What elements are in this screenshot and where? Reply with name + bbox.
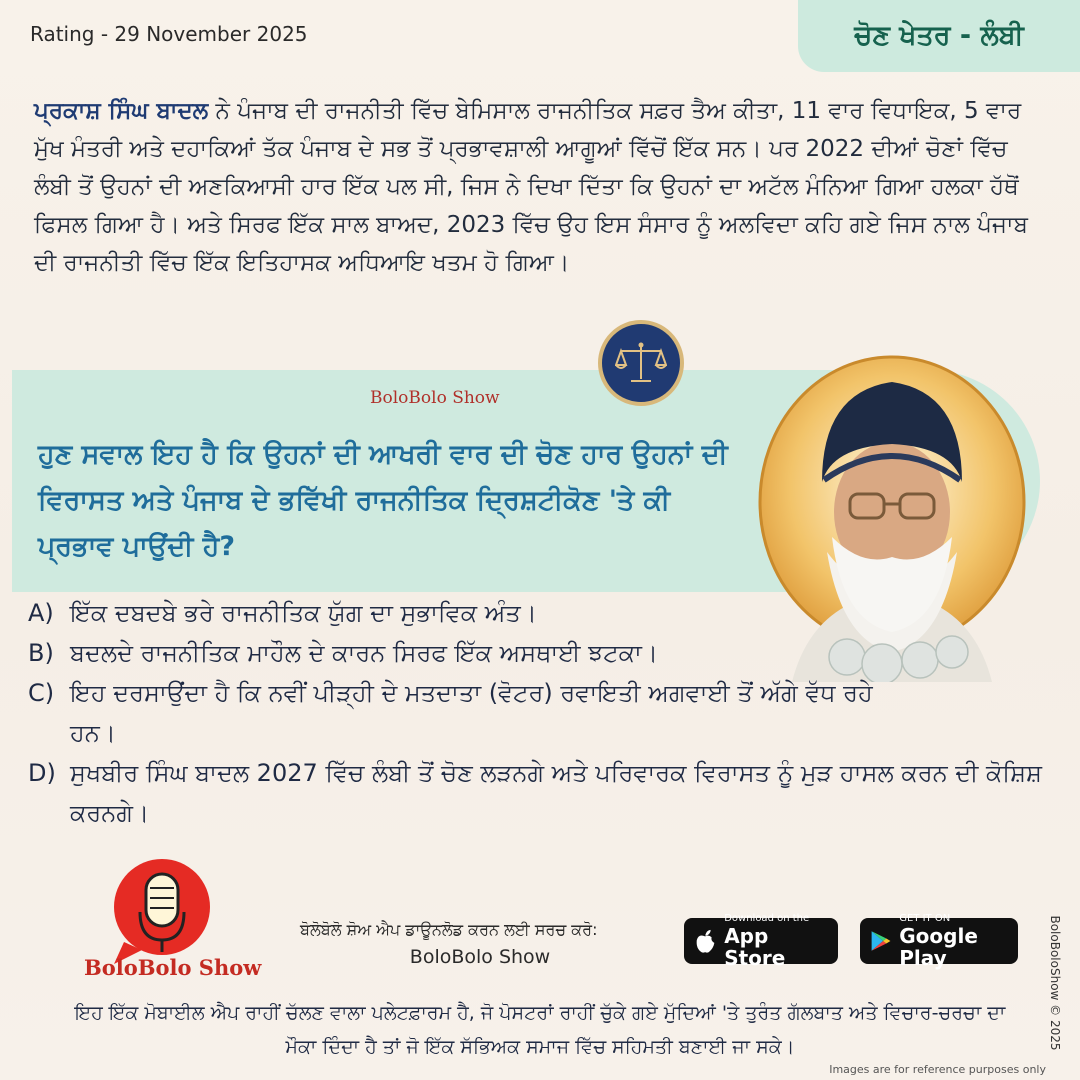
option-letter: C): [28, 679, 55, 707]
footer-description: ਇਹ ਇੱਕ ਮੋਬਾਈਲ ਐਪ ਰਾਹੀਂ ਚੱਲਣ ਵਾਲਾ ਪਲੇਟਫ਼ਾਰਮ ਹੈ, ਜੋ ਪੋਸਟਰਾਂ ਰਾਹੀਂ ਚੁੱਕੇ ਗਏ ਮੁੱਦਿਆਂ 'ਤੇ ਤੁਰੰਤ ਗੱਲਬਾਤ ਅਤੇ ਵਿਚਾਰ-ਚਰਚਾ ਦਾ ਮੌਕਾ ਦਿੰਦਾ ਹੈ ਤਾਂ ਜੋ ਇੱਕ ਸੱਭਿਅਕ ਸਮਾਜ ਵਿੱਚ ਸਹਿਮਤੀ ਬਣਾਈ ਜਾ ਸਕੇ।: [74, 1002, 1006, 1058]
constituency-tag: ਚੋਣ ਖੇਤਰ - ਲੰਬੀ: [798, 0, 1080, 72]
option-letter: A): [28, 599, 54, 627]
option-c[interactable]: [28, 673, 1058, 753]
answer-options: [28, 593, 1058, 833]
app-search-hint: [300, 920, 660, 968]
option-text: ਇੱਕ ਦਬਦਬੇ ਭਰੇ ਰਾਜਨੀਤਿਕ ਯੁੱਗ ਦਾ ਸੁਭਾਵਿਕ ਅੰਤ।: [70, 599, 537, 627]
option-text: ਬਦਲਦੇ ਰਾਜਨੀਤਿਕ ਮਾਹੌਲ ਦੇ ਕਾਰਨ ਸਿਰਫ ਇੱਕ ਅਸਥਾਈ ਝਟਕਾ।: [70, 639, 659, 667]
option-letter: D): [28, 759, 56, 787]
question-text: ਹੁਣ ਸਵਾਲ ਇਹ ਹੈ ਕਿ ਉਹਨਾਂ ਦੀ ਆਖਰੀ ਵਾਰ ਦੀ ਚੋਣ ਹਾਰ ਉਹਨਾਂ ਦੀ ਵਿਰਾਸਤ ਅਤੇ ਪੰਜਾਬ ਦੇ ਭਵਿੱਖੀ ਰਾਜਨੀਤਿਕ ਦ੍ਰਿਸ਼ਟੀਕੋਣ 'ਤੇ ਕੀ ਪ੍ਰਭਾਵ ਪਾਉਂਦੀ ਹੈ?: [38, 439, 728, 562]
copyright-text: BoloBoloShow © 2025: [1048, 915, 1062, 1051]
disclaimer: Images are for reference purposes only: [829, 1063, 1046, 1076]
search-app-name: BoloBolo Show: [409, 946, 551, 968]
intro-name: ਪ੍ਰਕਾਸ਼ ਸਿੰਘ ਬਾਦਲ: [34, 98, 209, 124]
apple-icon: [694, 927, 716, 955]
search-prompt: ਬੋਲੋਬੋਲੋ ਸ਼ੋਅ ਐਪ ਡਾਊਨਲੋਡ ਕਰਨ ਲਈ ਸਰਚ ਕਰੋ:: [300, 920, 598, 939]
gplay-small-text: GET IT ON: [899, 913, 951, 924]
logo-wordmark: BoloBolo Show: [84, 955, 262, 980]
scales-icon: [598, 320, 684, 406]
brand-watermark: BoloBolo Show: [370, 388, 500, 408]
appstore-big-text: App Store: [724, 924, 786, 970]
option-text: ਇਹ ਦਰਸਾਉਂਦਾ ਹੈ ਕਿ ਨਵੀਂ ਪੀੜ੍ਹੀ ਦੇ ਮਤਦਾਤਾ (ਵੋਟਰ) ਰਵਾਇਤੀ ਅਗਵਾਈ ਤੋਂ ਅੱਗੇ ਵੱਧ ਰਹੇ ਹਨ।: [70, 679, 873, 747]
option-a[interactable]: [28, 593, 1058, 633]
gplay-big-text: Google Play: [899, 924, 978, 970]
google-play-badge[interactable]: [860, 913, 1018, 970]
copyright-vertical: [1046, 908, 1064, 1058]
intro-text: ਨੇ ਪੰਜਾਬ ਦੀ ਰਾਜਨੀਤੀ ਵਿੱਚ ਬੇਮਿਸਾਲ ਰਾਜਨੀਤਿਕ ਸਫ਼ਰ ਤੈਅ ਕੀਤਾ, 11 ਵਾਰ ਵਿਧਾਇਕ, 5 ਵਾਰ ਮੁੱਖ ਮੰਤਰੀ ਅਤੇ ਦਹਾਕਿਆਂ ਤੱਕ ਪੰਜਾਬ ਦੇ ਸਭ ਤੋਂ ਪ੍ਰਭਾਵਸ਼ਾਲੀ ਆਗੂਆਂ ਵਿੱਚੋਂ ਇੱਕ ਸਨ। ਪਰ 2022 ਦੀਆਂ ਚੋਣਾਂ ਵਿੱਚ ਲੰਬੀ ਤੋਂ ਉਹਨਾਂ ਦੀ ਅਣਕਿਆਸੀ ਹਾਰ ਇੱਕ ਪਲ ਸੀ, ਜਿਸ ਨੇ ਦਿਖਾ ਦਿੱਤਾ ਕਿ ਉਹਨਾਂ ਦਾ ਅਟੱਲ ਮੰਨਿਆ ਗਿਆ ਹਲਕਾ ਹੱਥੋਂ ਫਿਸਲ ਗਿਆ ਹੈ। ਅਤੇ ਸਿਰਫ ਇੱਕ ਸਾਲ ਬਾਅਦ, 2023 ਵਿੱਚ ਉਹ ਇਸ ਸੰਸਾਰ ਨੂੰ ਅਲਵਿਦਾ ਕਹਿ ਗਏ ਜਿਸ ਨਾਲ ਪੰਜਾਬ ਦੀ ਰਾਜਨੀਤੀ ਵਿੱਚ ਇੱਕ ਇਤਿਹਾਸਕ ਅਧਿਆਇ ਖਤਮ ਹੋ ਗਿਆ।: [34, 98, 1028, 276]
option-b[interactable]: [28, 633, 1058, 673]
play-icon: [870, 927, 891, 955]
option-d[interactable]: [28, 753, 1058, 833]
rating-date: Rating - 29 November 2025: [30, 22, 308, 46]
appstore-small-text: Download on the: [724, 913, 810, 924]
app-store-badge[interactable]: [684, 913, 838, 970]
option-text: ਸੁਖਬੀਰ ਸਿੰਘ ਬਾਦਲ 2027 ਵਿੱਚ ਲੰਬੀ ਤੋਂ ਚੋਣ ਲੜਨਗੇ ਅਤੇ ਪਰਿਵਾਰਕ ਵਿਰਾਸਤ ਨੂੰ ਮੁੜ ਹਾਸਲ ਕਰਨ ਦੀ ਕੋਸ਼ਿਸ਼ ਕਰਨਗੇ।: [70, 759, 1043, 827]
option-letter: B): [28, 639, 54, 667]
intro-paragraph: [34, 92, 1048, 282]
